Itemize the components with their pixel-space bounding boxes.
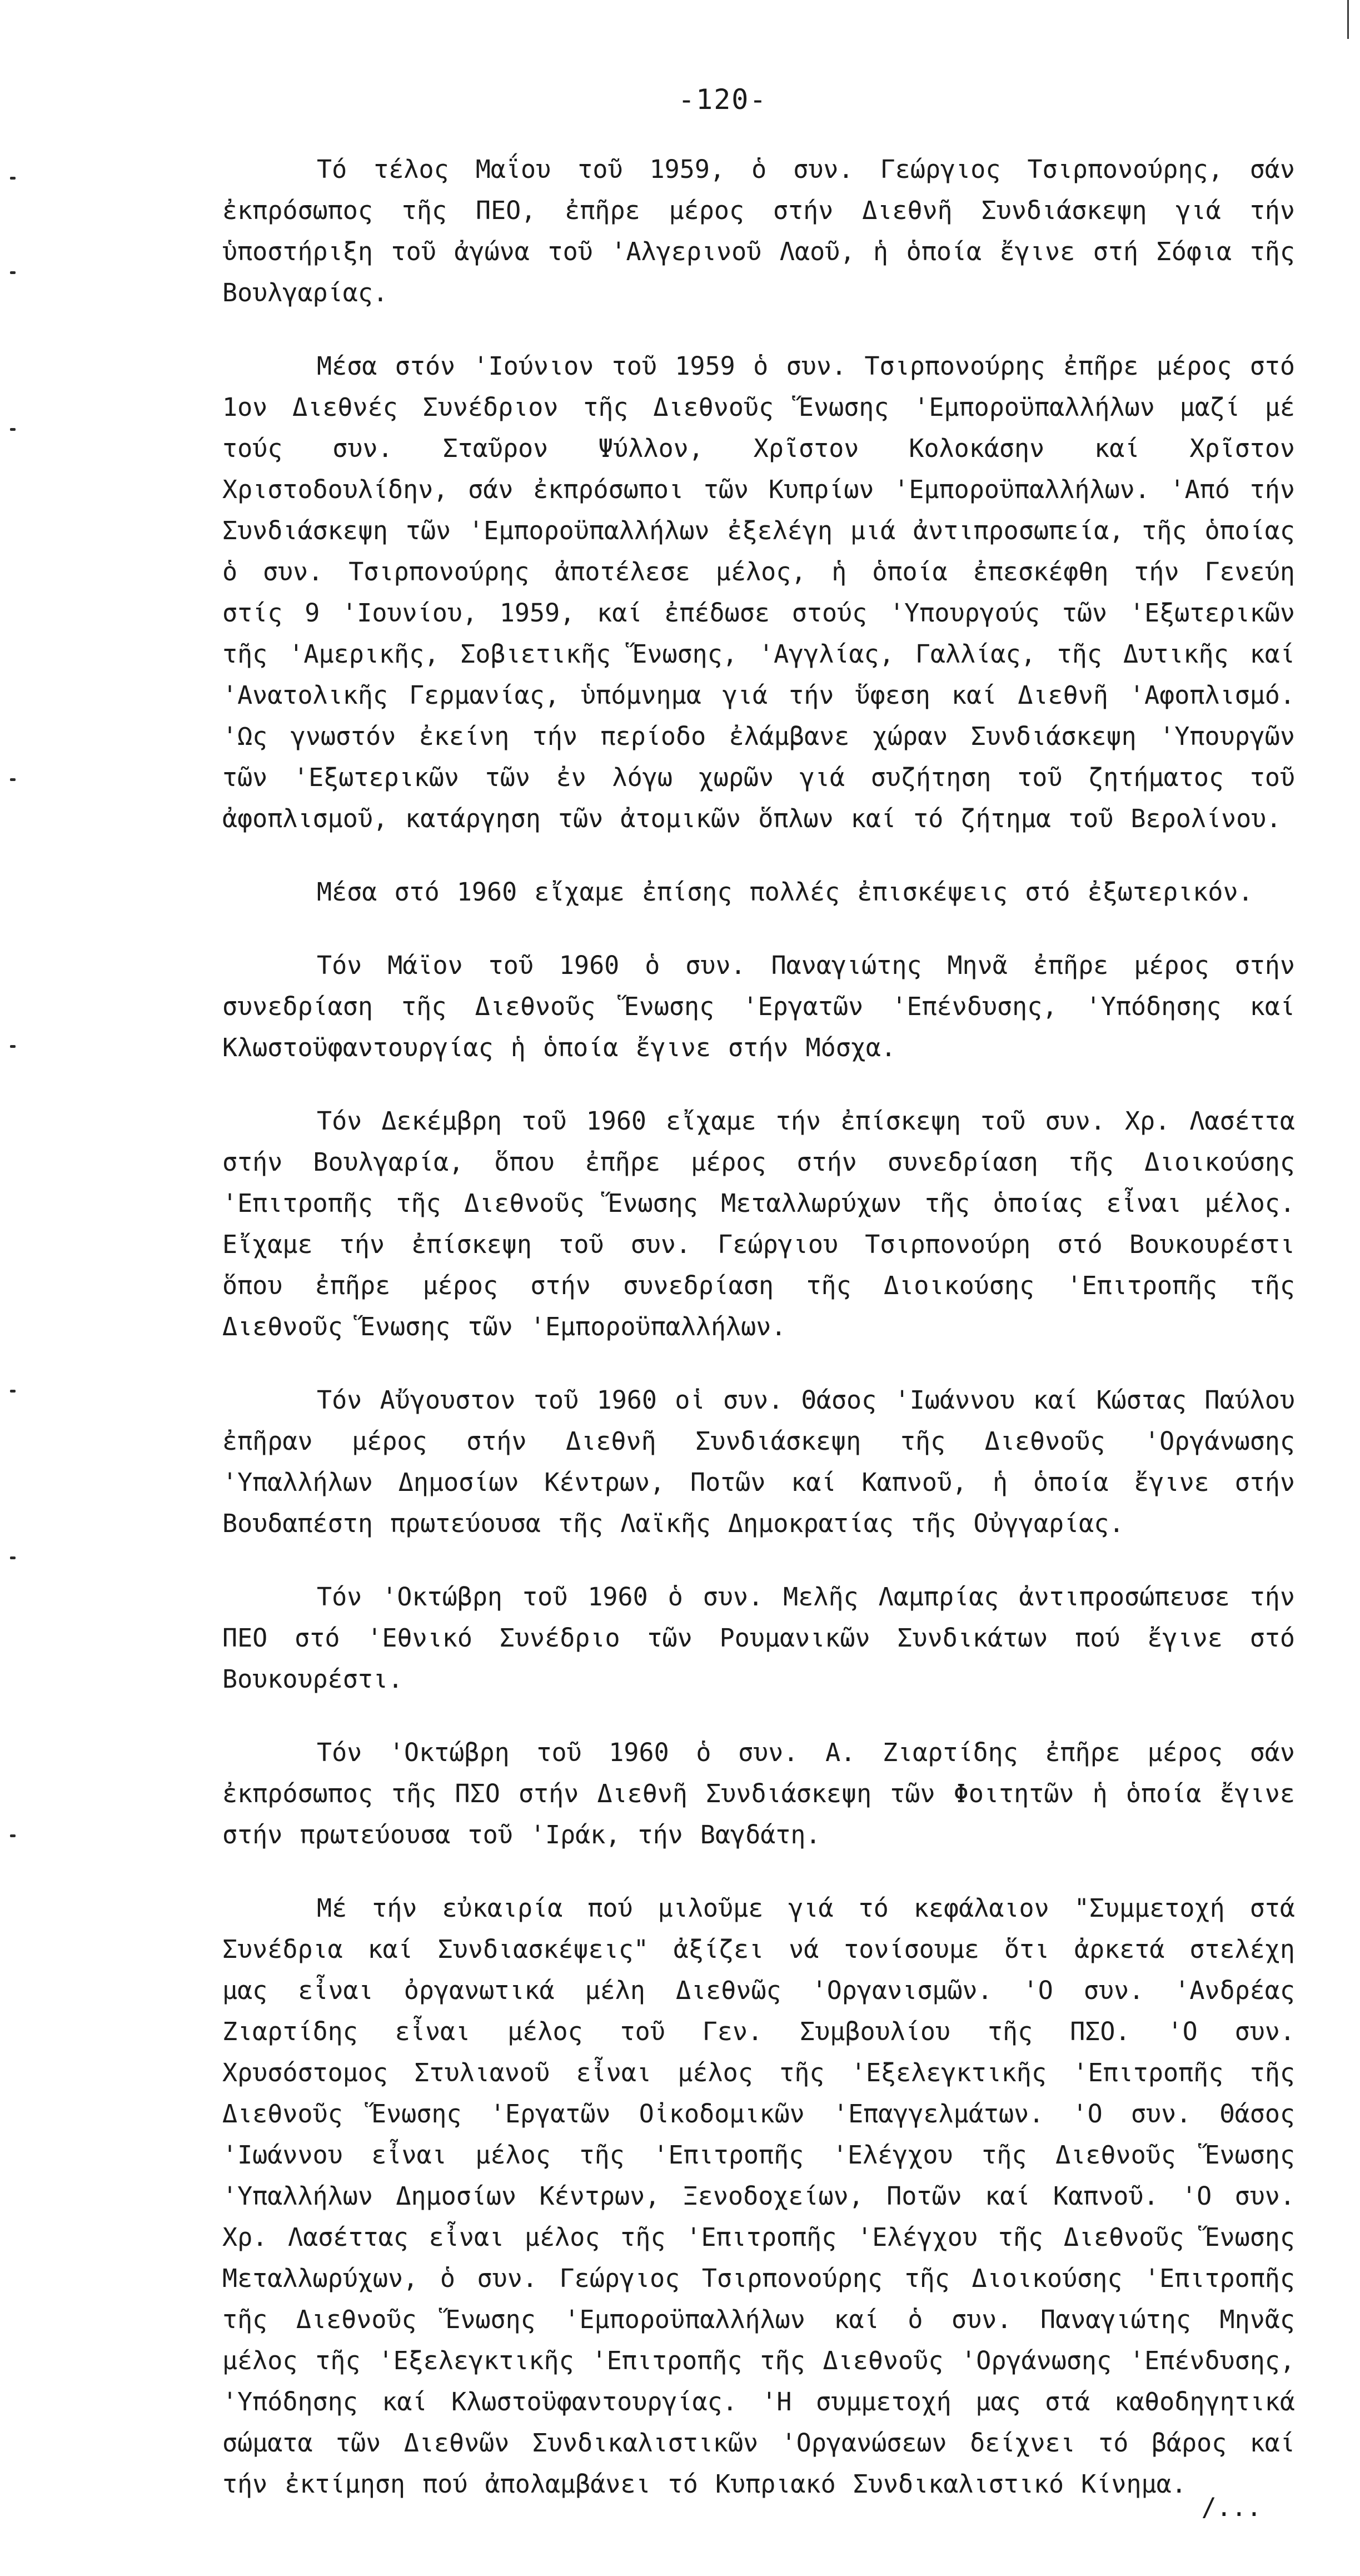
margin-mark [10, 428, 16, 431]
margin-mark [10, 271, 16, 274]
page-number: -120- [678, 83, 768, 116]
paragraph-4: Τόν Μάϊον τοῦ 1960 ὁ συν. Παναγιώτης Μηνᾶ ἐπῆρε μέρος στήν συνεδρίαση τῆς Διεθνοῦς Ἕνωσης 'Εργατῶν 'Επένδυσης, 'Υπόδησης καί Κλωστοϋφαντουργίας ἡ ὁποία ἔγινε στήν Μόσχα. [222, 951, 1295, 1062]
paragraph-7: Τόν 'Οκτώβρη τοῦ 1960 ὁ συν. Μελῆς Λαμπρίας ἀντιπροσώπευσε τήν ΠΕΟ στό 'Εθνικό Συνέδριο τῶν Ρουμανικῶν Συνδικάτων πού ἔγινε στό Βουκουρέστι. [222, 1582, 1295, 1694]
margin-mark [10, 1834, 16, 1837]
paragraph-3: Μέσα στό 1960 εἴχαμε ἐπίσης πολλές ἐπισκέψεις στό ἐξωτερικόν. [317, 877, 1253, 907]
continuation-mark: /... [1201, 2493, 1262, 2522]
paragraph-8: Τόν 'Οκτώβρη τοῦ 1960 ὁ συν. Α. Ζιαρτίδης ἐπῆρε μέρος σάν ἐκπρόσωπος τῆς ΠΣΟ στήν Διεθνῆ Συνδιάσκεψη τῶν Φοιτητῶν ἡ ὁποία ἔγινε στήν πρωτεύουσα τοῦ 'Ιράκ, τήν Βαγδάτη. [222, 1738, 1295, 1849]
paragraph-5: Τόν Δεκέμβρη τοῦ 1960 εἴχαμε τήν ἐπίσκεψη τοῦ συν. Χρ. Λασέττα στήν Βουλγαρία, ὅπου ἐπῆρε μέρος στήν συνεδρίαση τῆς Διοικούσης 'Επιτροπῆς τῆς Διεθνοῦς Ἕνωσης Μεταλλωρύχων τῆς ὁποίας εἶναι μέλος. Εἴχαμε τήν ἐπίσκεψη τοῦ συν. Γεώργιου Τσιρπονούρη στό Βουκουρέστι ὅπου ἐπῆρε μέρος στήν συνεδρίαση τῆς Διοικούσης 'Επιτροπῆς τῆς Διεθνοῦς Ἕνωσης τῶν 'Εμποροϋπαλλήλων. [222, 1106, 1295, 1341]
margin-mark [10, 177, 16, 180]
document-body [222, 149, 1295, 2576]
margin-mark [10, 778, 16, 781]
margin-mark [10, 1045, 16, 1048]
paragraph-9: Μέ τήν εὐκαιρία πού μιλοῦμε γιά τό κεφάλαιον "Συμμετοχή στά Συνέδρια καί Συνδιασκέψεις" ἀξίζει νά τονίσουμε ὅτι ἀρκετά στελέχη μας εἶναι ὀργανωτικά μέλη Διεθνῶς 'Οργανισμῶν. 'Ο συν. 'Ανδρέας Ζιαρτίδης εἶναι μέλος τοῦ Γεν. Συμβουλίου τῆς ΠΣΟ. 'Ο συν. Χρυσόστομος Στυλιανοῦ εἶναι μέλος τῆς 'Εξελεγκτικῆς 'Επιτροπῆς τῆς Διεθνοῦς Ἕνωσης 'Εργατῶν Οἰκοδομικῶν 'Επαγγελμάτων. 'Ο συν. Θάσος 'Ιωάννου εἶναι μέλος τῆς 'Επιτροπῆς 'Ελέγχου τῆς Διεθνοῦς Ἕνωσης 'Υπαλλήλων Δημοσίων Κέντρων, Ξενοδοχείων, Ποτῶν καί Καπνοῦ. 'Ο συν. Χρ. Λασέττας εἶναι μέλος τῆς 'Επιτροπῆς 'Ελέγχου τῆς Διεθνοῦς Ἕνωσης Μεταλλωρύχων, ὁ συν. Γεώργιος Τσιρπονούρης τῆς Διοικούσης 'Επιτροπῆς τῆς Διεθνοῦς Ἕνωσης 'Εμποροϋπαλλήλων καί ὁ συν. Παναγιώτης Μηνᾶς μέλος τῆς 'Εξελεγκτικῆς 'Επιτροπῆς τῆς Διεθνοῦς 'Οργάνωσης 'Επένδυσης, 'Υπόδησης καί Κλωστοϋφαντουργίας. 'Η συμμετοχή μας στά καθοδηγητικά σώματα τῶν Διεθνῶν Συνδικαλιστικῶν 'Οργανώσεων δείχνει τό βάρος καί τήν ἐκτίμηση πού ἀπολαμβάνει τό Κυπριακό Συνδικαλιστικό Κίνημα. [222, 1893, 1295, 2499]
paragraph-1: Τό τέλος Μαΐου τοῦ 1959, ὁ συν. Γεώργιος Τσιρπονούρης, σάν ἐκπρόσωπος τῆς ΠΕΟ, ἐπῆρε μέρος στήν Διεθνῆ Συνδιάσκεψη γιά τήν ὑποστήριξη τοῦ ἀγώνα τοῦ 'Αλγερινοῦ Λαοῦ, ἡ ὁποία ἔγινε στή Σόφια τῆς Βουλγαρίας. [222, 155, 1295, 307]
margin-mark [10, 1390, 16, 1393]
margin-mark [10, 1556, 16, 1559]
paragraph-6: Τόν Αὔγουστον τοῦ 1960 οἱ συν. Θάσος 'Ιωάννου καί Κώστας Παύλου ἐπῆραν μέρος στήν Διεθνῆ Συνδιάσκεψη τῆς Διεθνοῦς 'Οργάνωσης 'Υπαλλήλων Δημοσίων Κέντρων, Ποτῶν καί Καπνοῦ, ἡ ὁποία ἔγινε στήν Βουδαπέστη πρωτεύουσα τῆς Λαϊκῆς Δημοκρατίας τῆς Οὐγγαρίας. [222, 1385, 1295, 1538]
paragraph-2: Μέσα στόν 'Ιούνιον τοῦ 1959 ὁ συν. Τσιρπονούρης ἐπῆρε μέρος στό 1ον Διεθνές Συνέδριον τῆς Διεθνοῦς Ἕνωσης 'Εμποροϋπαλλήλων μαζί μέ τούς συν. Σταῦρον Ψύλλον, Χρῖστον Κολοκάσην καί Χρῖστον Χριστοδουλίδην, σάν ἐκπρόσωποι τῶν Κυπρίων 'Εμποροϋπαλλήλων. 'Από τήν Συνδιάσκεψη τῶν 'Εμποροϋπαλλήλων ἐξελέγη μιά ἀντιπροσωπεία, τῆς ὁποίας ὁ συν. Τσιρπονούρης ἀποτέλεσε μέλος, ἡ ὁποία ἐπεσκέφθη τήν Γενεύη στίς 9 'Ιουνίου, 1959, καί ἐπέδωσε στούς 'Υπουργούς τῶν 'Εξωτερικῶν τῆς 'Αμερικῆς, Σοβιετικῆς Ἕνωσης, 'Αγγλίας, Γαλλίας, τῆς Δυτικῆς καί 'Ανατολικῆς Γερμανίας, ὑπόμνημα γιά τήν ὕφεση καί Διεθνῆ 'Αφοπλισμό. 'Ως γνωστόν ἐκείνη τήν περίοδο ἐλάμβανε χώραν Συνδιάσκεψη 'Υπουργῶν τῶν 'Εξωτερικῶν τῶν ἐν λόγω χωρῶν γιά συζήτηση τοῦ ζητήματος τοῦ ἀφοπλισμοῦ, κατάργηση τῶν ἀτομικῶν ὅπλων καί τό ζήτημα τοῦ Βερολίνου. [222, 351, 1295, 833]
scan-edge-mark [1347, 0, 1349, 39]
